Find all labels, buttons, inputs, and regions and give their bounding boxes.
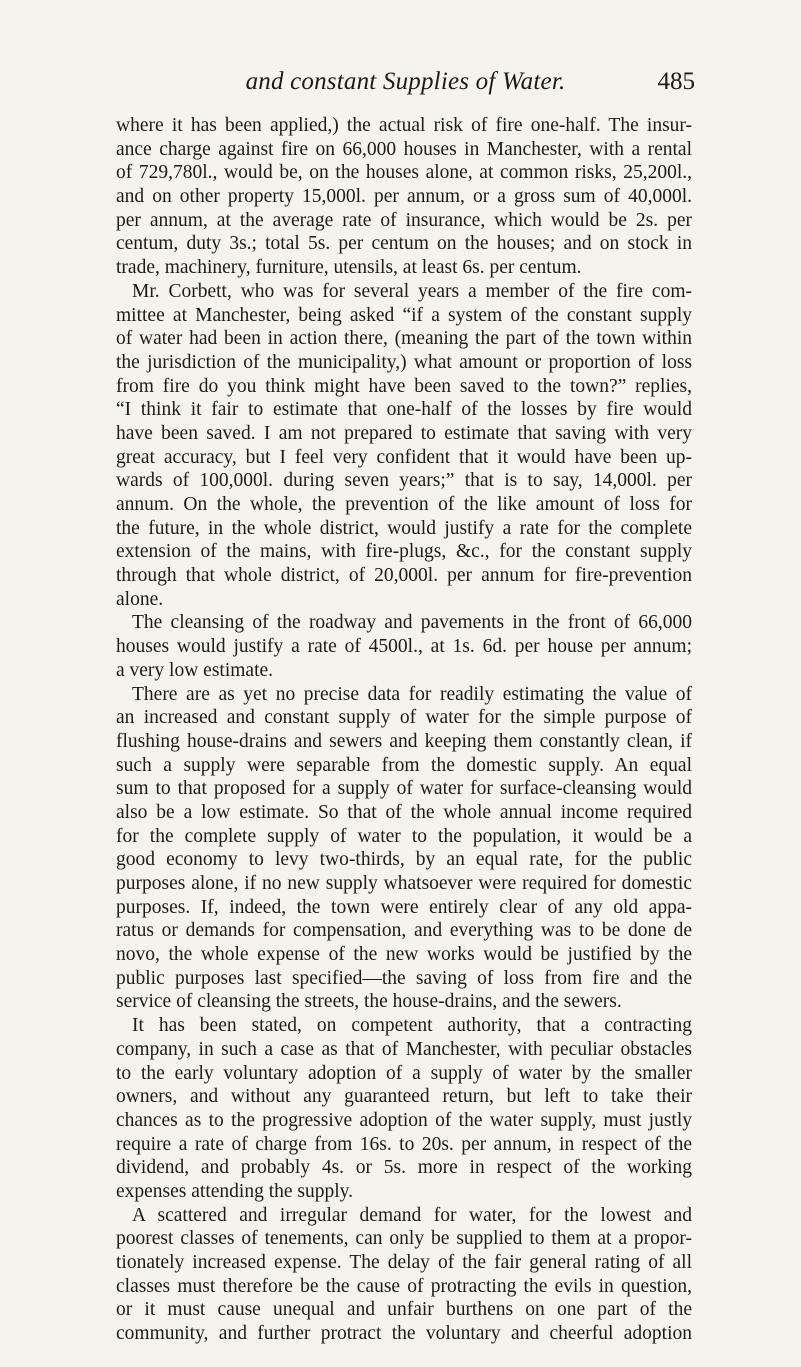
text-line: also be a low estimate. So that of the whole annual income required bbox=[116, 801, 692, 823]
text-line: It has been stated, on competent authority, that a contracting bbox=[132, 1015, 692, 1037]
text-line: expenses attending the supply. bbox=[116, 1180, 354, 1202]
text-line: trade, machinery, furniture, utensils, at least 6s. per centum. bbox=[116, 257, 582, 279]
text-line: per annum, at the average rate of insurance, which would be 2s. per bbox=[116, 209, 692, 231]
text-line: great accuracy, but I feel very confident that it would have been up- bbox=[116, 446, 692, 468]
text-line: chances as to the progressive adoption of the water supply, must justly bbox=[116, 1109, 692, 1131]
text-line: ance charge against fire on 66,000 houses in Manchester, with a rental bbox=[116, 138, 692, 160]
text-line: to the early voluntary adoption of a supply of water by the smaller bbox=[116, 1062, 692, 1084]
text-line: houses would justify a rate of 4500l., at 1s. 6d. per house per annum; bbox=[116, 636, 692, 658]
text-line: centum, duty 3s.; total 5s. per centum on the houses; and on stock in bbox=[116, 233, 692, 255]
text-line: mittee at Manchester, being asked “if a system of the constant supply bbox=[116, 304, 692, 326]
text-line: novo, the whole expense of the new works would be justified by the bbox=[116, 944, 692, 966]
text-line: poorest classes of tenements, can only be supplied to them at a propor- bbox=[116, 1228, 692, 1250]
text-line: a very low estimate. bbox=[116, 659, 274, 681]
text-line: from fire do you think might have been saved to the town?” replies, bbox=[116, 375, 692, 397]
text-line: classes must therefore be the cause of protracting the evils in question, bbox=[116, 1275, 692, 1297]
text-line: an increased and constant supply of water for the simple purpose of bbox=[116, 707, 692, 729]
text-line: public purposes last specified—the saving of loss from fire and the bbox=[116, 967, 692, 989]
text-line: purposes. If, indeed, the town were entirely clear of any old appa- bbox=[116, 896, 692, 918]
text-line: “I think it fair to estimate that one-half of the losses by fire would bbox=[116, 399, 692, 421]
text-line: extension of the mains, with fire-plugs, &c., for the constant supply bbox=[116, 541, 692, 563]
running-header bbox=[116, 68, 695, 100]
text-line: alone. bbox=[116, 588, 164, 610]
text-line: There are as yet no precise data for readily estimating the value of bbox=[132, 683, 692, 705]
text-line: wards of 100,000l. during seven years;” that is to say, 14,000l. per bbox=[116, 470, 692, 492]
text-line: purposes alone, if no new supply whatsoever were required for domestic bbox=[116, 873, 692, 894]
text-line: flushing house-drains and sewers and keeping them constantly clean, if bbox=[116, 730, 692, 752]
text-line: such a supply were separable from the domestic supply. An equal bbox=[116, 754, 692, 776]
text-line: and on other property 15,000l. per annum, or a gross sum of 40,000l. bbox=[116, 186, 692, 208]
text-line: require a rate of charge from 16s. to 20s. per annum, in respect of the bbox=[116, 1133, 692, 1155]
text-line: through that whole district, of 20,000l. per annum for fire-prevention bbox=[116, 565, 692, 587]
text-line: of 729,780l., would be, on the houses alone, at common risks, 25,200l., bbox=[116, 162, 692, 184]
text-line: of water had been in action there, (meaning the part of the town within bbox=[116, 328, 692, 350]
text-line: the jurisdiction of the municipality,) what amount or proportion of loss bbox=[116, 351, 692, 373]
running-title: and constant Supplies of Water. bbox=[245, 68, 566, 95]
text-line: community, and further protract the voluntary and cheerful adoption bbox=[116, 1323, 692, 1345]
text-line: service of cleansing the streets, the house-drains, and the sewers. bbox=[116, 991, 622, 1013]
text-line: dividend, and probably 4s. or 5s. more in respect of the working bbox=[116, 1157, 692, 1179]
page-number: 485 bbox=[657, 68, 695, 95]
text-line: sum to that proposed for a supply of water for surface-cleansing would bbox=[116, 778, 692, 800]
text-line: The cleansing of the roadway and pavements in the front of 66,000 bbox=[132, 612, 692, 634]
text-line: tionately increased expense. The delay of the fair general rating of all bbox=[116, 1252, 692, 1273]
text-line: where it has been applied,) the actual risk of fire one-half. The insur- bbox=[116, 115, 692, 136]
text-line: have been saved. I am not prepared to estimate that saving with very bbox=[116, 422, 692, 444]
text-line: the future, in the whole district, would justify a rate for the complete bbox=[116, 517, 692, 539]
body-text bbox=[116, 114, 692, 1346]
text-line: annum. On the whole, the prevention of the like amount of loss for bbox=[116, 494, 692, 515]
text-line: good economy to levy two-thirds, by an equal rate, for the public bbox=[116, 849, 692, 871]
text-line: A scattered and irregular demand for water, for the lowest and bbox=[132, 1204, 692, 1226]
text-line: owners, and without any guaranteed return, but left to take their bbox=[116, 1086, 692, 1108]
text-line: for the complete supply of water to the population, it would be a bbox=[116, 825, 692, 847]
text-line: Mr. Corbett, who was for several years a member of the fire com- bbox=[132, 280, 692, 302]
text-line: or it must cause unequal and unfair burthens on one part of the bbox=[116, 1299, 692, 1321]
text-line: ratus or demands for compensation, and everything was to be done de bbox=[116, 920, 692, 942]
text-line: company, in such a case as that of Manchester, with peculiar obstacles bbox=[116, 1038, 692, 1060]
